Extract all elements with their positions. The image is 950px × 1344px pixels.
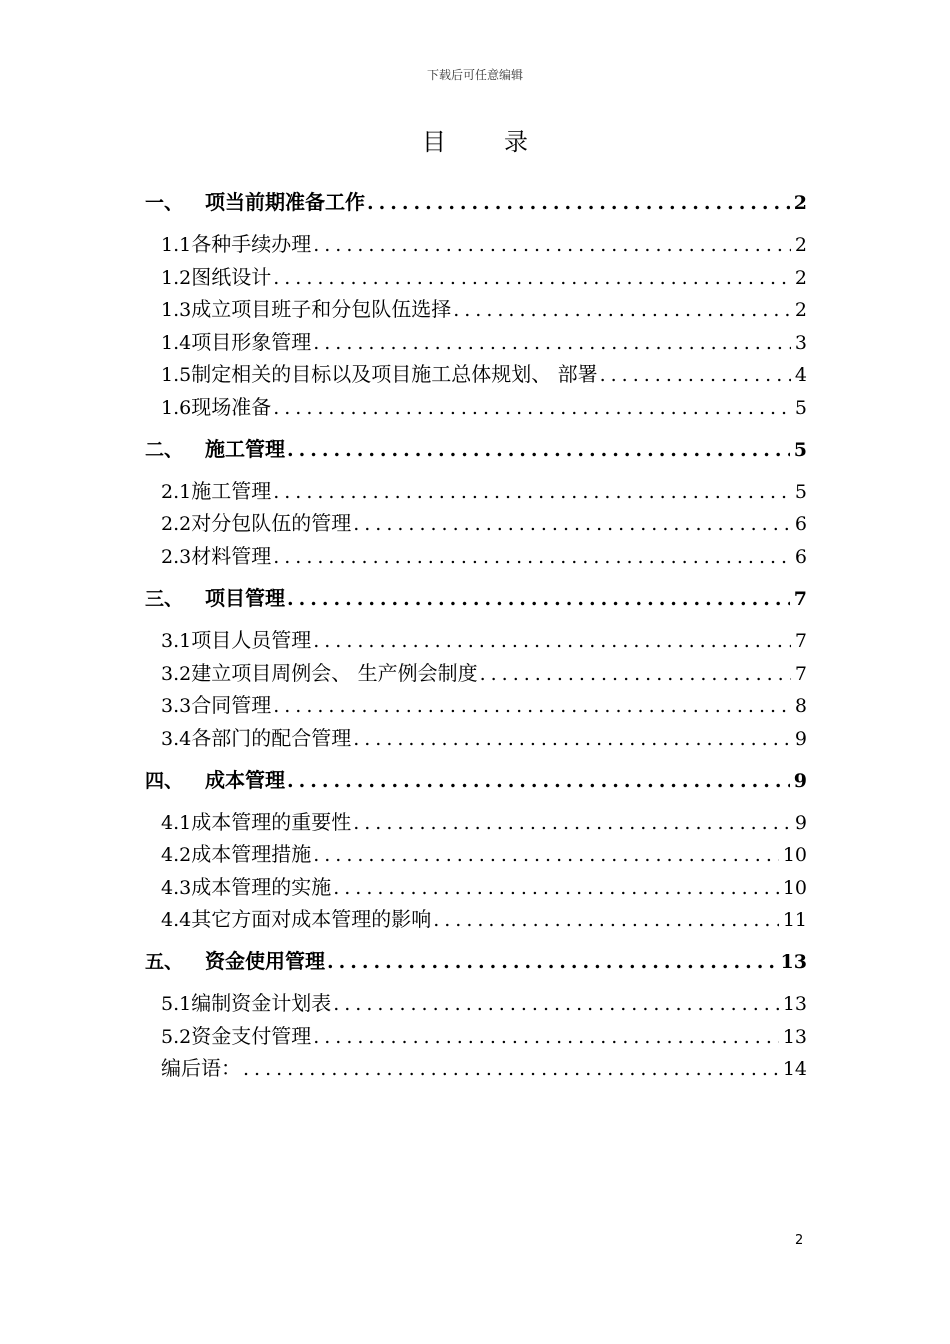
toc-entry-page: 2 bbox=[794, 267, 807, 289]
toc-section-entry[interactable] bbox=[161, 839, 807, 869]
toc-section-entry[interactable] bbox=[161, 872, 807, 902]
toc-dot-leader bbox=[453, 295, 791, 325]
toc-entry-label: 成本管理 bbox=[205, 768, 286, 792]
toc-dot-leader bbox=[273, 477, 791, 507]
toc-entry-page: 5 bbox=[793, 439, 807, 461]
toc-dot-leader bbox=[313, 1022, 779, 1052]
toc-entry-label: 成本管理的重要性 bbox=[191, 810, 352, 834]
toc-chapter-entry[interactable] bbox=[145, 434, 807, 464]
toc-entry-label: 各部门的配合管理 bbox=[191, 726, 352, 750]
toc-chapter-entry[interactable] bbox=[145, 946, 807, 976]
toc-dot-leader bbox=[313, 328, 791, 358]
toc-entry-label: 编制资金计划表 bbox=[191, 991, 332, 1015]
toc-entry-number: 3.2 bbox=[161, 663, 192, 685]
toc-entry-number: 5.1 bbox=[161, 993, 192, 1015]
toc-entry-number: 4.4 bbox=[161, 909, 192, 931]
toc-entry-page: 5 bbox=[794, 481, 807, 503]
toc-entry-label: 制定相关的目标以及项目施工总体规划、 部署 bbox=[191, 362, 598, 386]
toc-dot-leader bbox=[313, 230, 791, 260]
toc-entry-label: 成立项目班子和分包队伍选择 bbox=[191, 297, 452, 321]
toc-dot-leader bbox=[243, 1054, 779, 1084]
toc-entry-number: 2.1 bbox=[161, 481, 192, 503]
toc-chapter-entry[interactable] bbox=[145, 187, 807, 217]
toc-dot-leader bbox=[313, 840, 779, 870]
toc-entry-page: 10 bbox=[782, 877, 807, 899]
toc-entry-page: 14 bbox=[782, 1058, 807, 1080]
toc-entry-label: 其它方面对成本管理的影响 bbox=[191, 907, 432, 931]
toc-dot-leader bbox=[287, 435, 790, 465]
toc-dot-leader bbox=[333, 989, 779, 1019]
toc-entry-label: 项目管理 bbox=[205, 586, 286, 610]
toc-entry-label: 资金支付管理 bbox=[191, 1024, 312, 1048]
toc-dot-leader bbox=[313, 626, 791, 656]
toc-section-entry[interactable] bbox=[161, 327, 807, 357]
toc-section-entry[interactable] bbox=[161, 508, 807, 538]
toc-dot-leader bbox=[353, 724, 791, 754]
toc-entry-number: 五、 bbox=[145, 951, 184, 973]
toc-entry-page: 2 bbox=[794, 234, 807, 256]
toc-entry-number: 四、 bbox=[145, 770, 184, 792]
toc-dot-leader bbox=[327, 947, 777, 977]
toc-section-entry[interactable] bbox=[161, 988, 807, 1018]
toc-entry-number: 2.3 bbox=[161, 546, 192, 568]
toc-section-entry[interactable] bbox=[161, 723, 807, 753]
toc-section-entry[interactable] bbox=[161, 1021, 807, 1051]
toc-dot-leader bbox=[333, 873, 779, 903]
toc-entry-label: 建立项目周例会、 生产例会制度 bbox=[191, 661, 478, 685]
toc-dot-leader bbox=[273, 691, 791, 721]
toc-entry-number: 4.3 bbox=[161, 877, 192, 899]
toc-section-entry[interactable] bbox=[161, 229, 807, 259]
toc-chapter-entry[interactable] bbox=[145, 765, 807, 795]
toc-dot-leader bbox=[600, 360, 791, 390]
toc-entry-page: 7 bbox=[793, 588, 807, 610]
toc-dot-leader bbox=[353, 509, 791, 539]
toc-entry-label: 项目人员管理 bbox=[191, 628, 312, 652]
toc-entry-page: 6 bbox=[794, 546, 807, 568]
toc-dot-leader bbox=[287, 584, 790, 614]
toc-section-entry[interactable] bbox=[161, 541, 807, 571]
toc-entry-number: 3.3 bbox=[161, 695, 192, 717]
toc-entry-number: 1.4 bbox=[161, 332, 192, 354]
toc-entry-page: 13 bbox=[782, 1026, 807, 1048]
toc-entry-page: 7 bbox=[794, 630, 807, 652]
toc-entry-number: 1.1 bbox=[161, 234, 192, 256]
toc-entry-number: 1.6 bbox=[161, 397, 192, 419]
toc-section-entry[interactable] bbox=[161, 904, 807, 934]
toc-entry-page: 2 bbox=[793, 192, 807, 214]
toc-entry-number: 5.2 bbox=[161, 1026, 192, 1048]
toc-dot-leader bbox=[367, 188, 790, 218]
toc-entry-number: 4.2 bbox=[161, 844, 192, 866]
toc-entry-label: 施工管理 bbox=[191, 479, 272, 503]
toc-section-entry[interactable] bbox=[161, 690, 807, 720]
toc-section-entry[interactable] bbox=[161, 658, 807, 688]
toc-entry-page: 11 bbox=[782, 909, 807, 931]
toc-entry-page: 9 bbox=[794, 728, 807, 750]
toc-section-entry[interactable] bbox=[161, 1053, 807, 1083]
toc-entry-page: 9 bbox=[793, 770, 807, 792]
toc-section-entry[interactable] bbox=[161, 476, 807, 506]
toc-entry-label: 编后语： bbox=[161, 1056, 241, 1080]
toc-entry-number: 3.1 bbox=[161, 630, 192, 652]
toc-section-entry[interactable] bbox=[161, 807, 807, 837]
toc-entry-page: 13 bbox=[782, 993, 807, 1015]
toc-section-entry[interactable] bbox=[161, 359, 807, 389]
toc-dot-leader bbox=[273, 263, 791, 293]
toc-dot-leader bbox=[273, 542, 791, 572]
toc-entry-number: 1.5 bbox=[161, 364, 192, 386]
toc-entry-page: 4 bbox=[794, 364, 807, 386]
toc-entry-label: 现场准备 bbox=[191, 395, 272, 419]
toc-entry-label: 成本管理的实施 bbox=[191, 875, 332, 899]
toc-entry-label: 合同管理 bbox=[191, 693, 272, 717]
toc-dot-leader bbox=[287, 766, 790, 796]
toc-entry-number: 3.4 bbox=[161, 728, 192, 750]
toc-entry-label: 施工管理 bbox=[205, 437, 286, 461]
toc-entry-label: 资金使用管理 bbox=[205, 949, 326, 973]
toc-entry-number: 4.1 bbox=[161, 812, 192, 834]
toc-section-entry[interactable] bbox=[161, 392, 807, 422]
toc-entry-label: 各种手续办理 bbox=[191, 232, 312, 256]
toc-entry-page: 2 bbox=[794, 299, 807, 321]
footer-page-number: 2 bbox=[795, 1233, 804, 1248]
toc-entry-page: 5 bbox=[794, 397, 807, 419]
toc-entry-number: 一、 bbox=[145, 192, 184, 214]
toc-entry-label: 项当前期准备工作 bbox=[205, 190, 366, 214]
toc-entry-page: 3 bbox=[794, 332, 807, 354]
toc-entry-number: 二、 bbox=[145, 439, 184, 461]
toc-entry-page: 9 bbox=[794, 812, 807, 834]
toc-entry-page: 7 bbox=[794, 663, 807, 685]
toc-entry-page: 10 bbox=[782, 844, 807, 866]
toc-entry-label: 项目形象管理 bbox=[191, 330, 312, 354]
toc-dot-leader bbox=[353, 808, 791, 838]
toc-dot-leader bbox=[480, 659, 791, 689]
toc-title: 目录 bbox=[422, 128, 586, 156]
toc-section-entry[interactable] bbox=[161, 294, 807, 324]
toc-entry-label: 对分包队伍的管理 bbox=[191, 511, 352, 535]
header-note: 下载后可任意编辑 bbox=[426, 68, 523, 82]
toc-entry-page: 6 bbox=[794, 513, 807, 535]
toc-entry-page: 13 bbox=[780, 951, 807, 973]
toc-entry-label: 成本管理措施 bbox=[191, 842, 312, 866]
toc-dot-leader bbox=[273, 393, 791, 423]
toc-entry-number: 1.3 bbox=[161, 299, 192, 321]
toc-entry-number: 三、 bbox=[145, 588, 184, 610]
toc-section-entry[interactable] bbox=[161, 262, 807, 292]
toc-entry-label: 材料管理 bbox=[191, 544, 272, 568]
toc-entry-number: 1.2 bbox=[161, 267, 192, 289]
toc-chapter-entry[interactable] bbox=[145, 583, 807, 613]
toc-section-entry[interactable] bbox=[161, 625, 807, 655]
toc-entry-number: 2.2 bbox=[161, 513, 192, 535]
toc-entry-label: 图纸设计 bbox=[191, 265, 272, 289]
toc-entry-page: 8 bbox=[794, 695, 807, 717]
toc-dot-leader bbox=[433, 905, 779, 935]
